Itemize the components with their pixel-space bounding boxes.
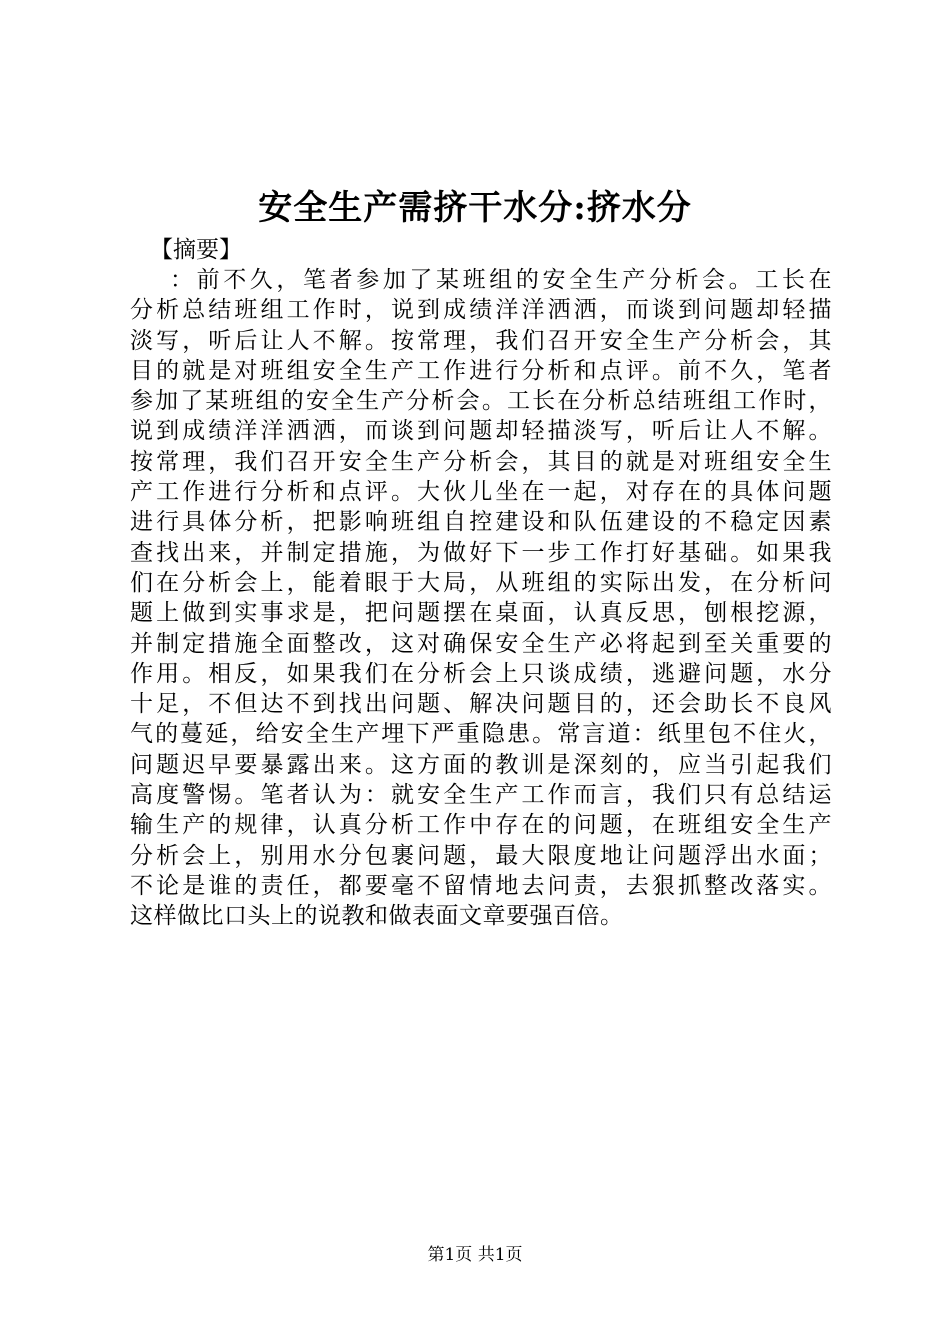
abstract-body <box>130 265 832 932</box>
body-line: 作用。相反，如果我们在分析会上只谈成绩，逃避问题，水分 <box>130 660 832 687</box>
body-line: ：前不久，笔者参加了某班组的安全生产分析会。工长在 <box>170 267 832 293</box>
body-line: 问题迟早要暴露出来。这方面的教训是深刻的，应当引起我们 <box>130 751 832 778</box>
body-line: 输生产的规律，认真分析工作中存在的问题，在班组安全生产 <box>130 812 832 839</box>
body-line: 并制定措施全面整改，这对确保安全生产必将起到至关重要的 <box>130 630 832 657</box>
body-line: 淡写，听后让人不解。按常理，我们召开安全生产分析会，其 <box>130 327 832 354</box>
page-footer: 第1页 共1页 <box>427 1245 523 1265</box>
body-line: 说到成绩洋洋洒洒，而谈到问题却轻描淡写，听后让人不解。 <box>130 418 832 445</box>
body-line: 查找出来，并制定措施，为做好下一步工作打好基础。如果我 <box>130 539 832 566</box>
body-line: 按常理，我们召开安全生产分析会，其目的就是对班组安全生 <box>130 448 832 475</box>
body-line: 进行具体分析，把影响班组自控建设和队伍建设的不稳定因素 <box>130 509 832 536</box>
body-line: 不论是谁的责任，都要毫不留情地去问责，去狠抓整改落实。 <box>130 872 832 899</box>
document-title: 安全生产需挤干水分:挤水分 <box>258 188 692 228</box>
body-line: 分析会上，别用水分包裹问题，最大限度地让问题浮出水面； <box>130 842 832 869</box>
body-line: 分析总结班组工作时，说到成绩洋洋洒洒，而谈到问题却轻描 <box>130 297 832 324</box>
body-line: 这样做比口头上的说教和做表面文章要强百倍。 <box>130 903 624 930</box>
abstract-label: 【摘要】 <box>150 237 242 263</box>
body-line: 参加了某班组的安全生产分析会。工长在分析总结班组工作时， <box>130 388 832 415</box>
body-line: 十足，不但达不到找出问题、解决问题目的，还会助长不良风 <box>130 691 832 718</box>
body-line: 高度警惕。笔者认为：就安全生产工作而言，我们只有总结运 <box>130 782 832 809</box>
body-line: 气的蔓延，给安全生产埋下严重隐患。常言道：纸里包不住火， <box>130 721 832 748</box>
body-line: 们在分析会上，能着眼于大局，从班组的实际出发，在分析问 <box>130 569 832 596</box>
body-line: 目的就是对班组安全生产工作进行分析和点评。前不久，笔者 <box>130 357 832 384</box>
body-line: 题上做到实事求是，把问题摆在桌面，认真反思，刨根挖源， <box>130 600 832 627</box>
body-line: 产工作进行分析和点评。大伙儿坐在一起，对存在的具体问题 <box>130 479 832 506</box>
